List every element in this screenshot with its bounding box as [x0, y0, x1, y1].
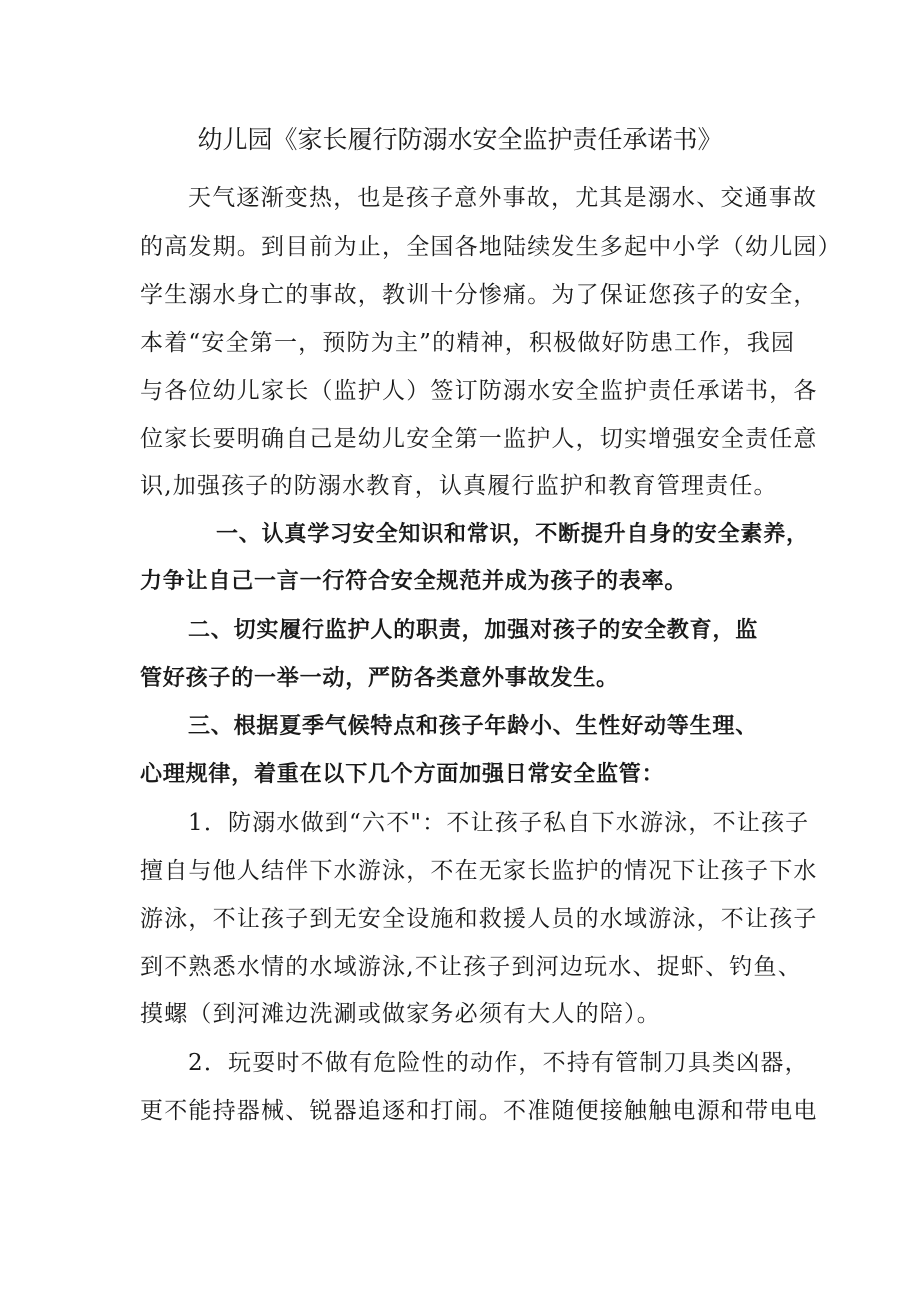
paragraph-intro-line: 位家长要明确自己是幼儿安全第一监护人，切实增强安全责任意 [140, 426, 818, 452]
commitment-item-1-line: 一、认真学习安全知识和常识，不断提升自身的安全素养， [216, 522, 809, 547]
commitment-item-1-line: 力争让自己一言一行符合安全规范并成为孩子的表率。 [140, 569, 688, 594]
sub-item-2-line: 更不能持器械、锐器追逐和打闹。不准随便接触触电源和带电电 [140, 1098, 818, 1124]
sub-item-1-line: 擅自与他人结伴下水游泳，不在无家长监护的情况下让孩子下水 [140, 858, 818, 884]
paragraph-intro-line: 本着“安全第一，预防为主”的精神，积极做好防患工作，我园 [140, 330, 796, 356]
sub-item-2-line: 2．玩耍时不做有危险性的动作，不持有管制刀具类凶器， [188, 1050, 809, 1076]
sub-item-1-line: 游泳，不让孩子到无安全设施和救援人员的水域游泳，不让孩子 [140, 906, 818, 932]
commitment-item-3-line: 心理规律，着重在以下几个方面加强日常安全监管： [140, 762, 665, 787]
paragraph-intro-line: 与各位幼儿家长（监护人）签订防溺水安全监护责任承诺书，各 [140, 378, 818, 404]
paragraph-intro-line: 学生溺水身亡的事故，教训十分惨痛。为了保证您孩子的安全， [140, 282, 818, 308]
paragraph-intro-line: 的高发期。到目前为止，全国各地陆续发生多起中小学（幼儿园） [140, 234, 842, 260]
document-title: 幼儿园《家长履行防溺水安全监护责任承诺书》 [197, 125, 723, 154]
commitment-item-2-line: 管好孩子的一举一动，严防各类意外事故发生。 [140, 666, 619, 691]
paragraph-intro-line: 识,加强孩子的防溺水教育，认真履行监护和教育管理责任。 [140, 473, 778, 499]
sub-item-1-line: 摸螺（到河滩边洗涮或做家务必须有大人的陪）。 [140, 1001, 661, 1027]
sub-item-1-line: 1．防溺水做到“六不"：不让孩子私自下水游泳，不让孩子 [188, 810, 810, 836]
sub-item-1-line: 到不熟悉水情的水域游泳,不让孩子到河边玩水、捉虾、钓鱼、 [140, 954, 802, 980]
paragraph-intro-line: 天气逐渐变热，也是孩子意外事故，尤其是溺水、交通事故 [188, 185, 818, 211]
commitment-item-2-line: 二、切实履行监护人的职责，加强对孩子的安全教育，监 [188, 618, 759, 643]
commitment-item-3-line: 三、根据夏季气候特点和孩子年龄小、生性好动等生理、 [188, 714, 759, 739]
